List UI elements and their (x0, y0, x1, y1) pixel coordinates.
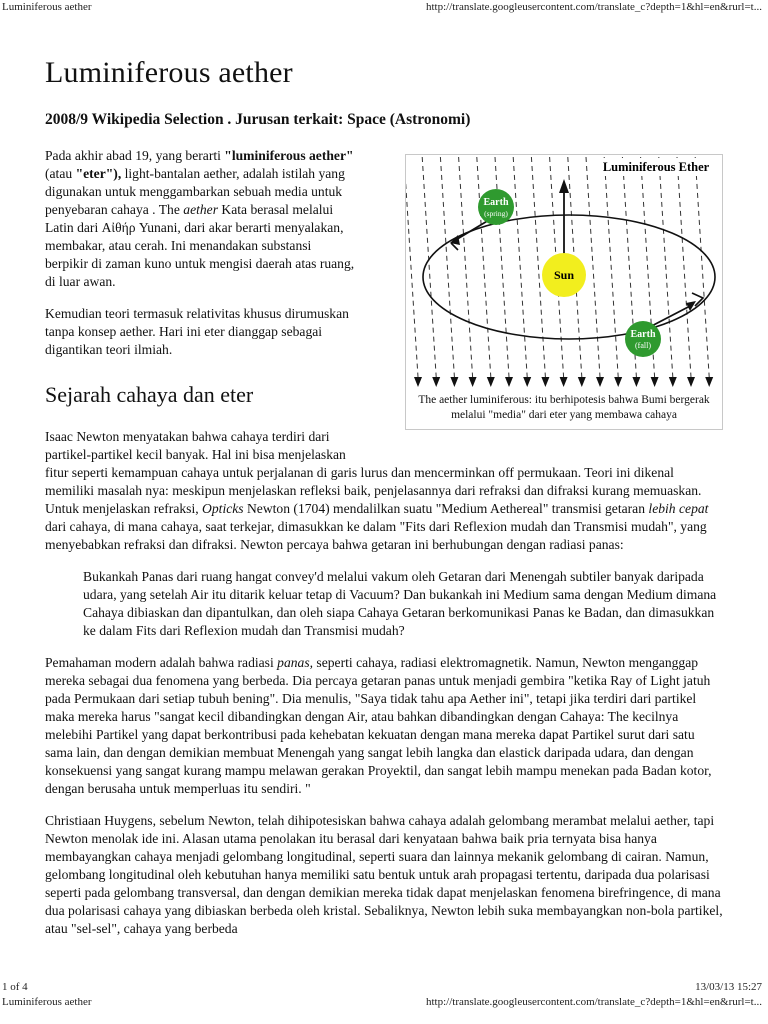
aether-flow-arrowhead (669, 377, 677, 387)
intro-paragraph (45, 147, 355, 291)
aether-flow-arrowhead (450, 377, 458, 387)
aether-flow-line (586, 157, 600, 377)
text-run: dari cahaya, di mana cahaya, saat terkejar, dimasukkan ke dalam "Fits dari Reflexion mudah dan Transmisi mudah", yang menyebabkan refraksi dan difraksi. Newton percaya bahwa getaran ini berhubungan dengan radiasi panas: (45, 519, 707, 552)
figure-caption: The aether luminiferous: itu berhipotesis bahwa Bumi bergerak melalui "media" dari eter yang membawa cahaya (418, 394, 710, 421)
aether-flow-arrowhead (687, 377, 695, 387)
term-bold: "luminiferous aether" (224, 148, 354, 163)
earth-spring-sublabel: (spring) (484, 209, 508, 218)
article-content (45, 0, 725, 995)
second-paragraph: Kemudian teori termasuk relativitas khusus dirumuskan tanpa konsep aether. Hari ini eter dianggap sebagai digantikan teori ilmiah. (45, 306, 349, 357)
text-run: seperti cahaya, radiasi elektromagnetik. Namun, Newton menganggap mereka sebagai dua fenomena yang berbeda. Dia percaya getaran panas untuk menjadi gembira "ketika Ray of Light jatuh pada Permukaan dari setiap tubuh bening". Dia menulis, "Saya tidak tahu apa Aether ini", tetapi jika terdiri dari partikel maka mereka harus "sangat kecil dibandingkan dengan Air, atau bahkan dibandingkan dengan Cahaya: The kecilnya melebihi Partikel yang dapat berkontribusi pada kehebatan kekuatan dengan mana mereka dapat Partikel surut dari satu sama lain, dan dengan demikian membuat Menengah yang sangat lebih langka dan elastick daripada udara, dan dengan konsekuensi yang sangat kurang mampu melawan gerakan Proyektil, dan sangat lebih mampu menekan pada Badan kotor, dengan berusaha untuk memperluas itu sendiri. " (45, 655, 712, 796)
aether-figure (405, 154, 723, 430)
text-run: light-bantalan aether, adalah istilah yang digunakan untuk menggambarkan sebuah media untuk penyebaran cahaya . The (45, 166, 345, 217)
text-run: Kata berasal melalui Latin dari Αἰθήρ Yunani, dari akar berarti menyalakan, membakar, atau cerah. Ini menandakan substansi berpikir di zaman kuno untuk mengisi daerah atas ruang, di luar awan. (45, 202, 355, 289)
text-run: Pemahaman modern adalah bahwa radiasi (45, 655, 278, 670)
modern-understanding-paragraph (45, 654, 725, 798)
print-header (0, 0, 768, 14)
print-date: 13/03/13 15:27 (695, 981, 762, 993)
aether-flow-arrowhead (651, 377, 659, 387)
aether-flow-line (459, 157, 473, 377)
next-page-header (0, 995, 768, 1009)
aether-flow-arrowhead (523, 377, 531, 387)
aether-flow-arrowhead (614, 377, 622, 387)
aether-flow-arrowhead (469, 377, 477, 387)
page-number: 1 of 4 (2, 981, 28, 993)
emphasis: lebih cepat (648, 501, 709, 516)
history-section (45, 428, 725, 952)
sun-label: Sun (553, 268, 575, 282)
aether-flow-line (513, 157, 527, 377)
emphasis: panas, (277, 655, 314, 670)
aether-flow-arrowhead (560, 377, 568, 387)
next-header-url: http://translate.googleusercontent.com/translate_c?depth=1&hl=en&rurl=t... (426, 996, 762, 1008)
newton-quote: Bukankah Panas dari ruang hangat convey'd melalui vakum oleh Getaran dari Menengah subtiler banyak daripada udara, yang setelah Air itu ditarik keluar tetap di Vacuum? Dan bukankah ini Medium sama dengan Medium dimana Cahaya dibiaskan dan dipantulkan, dan oleh siapa Cahaya Getaran berkomunikasi Panas ke Badan, dan dimasukkan ke dalam Fits dari Reflexion mudah dan Transmisi mudah? (83, 569, 717, 638)
page-subtitle: 2008/9 Wikipedia Selection . Jurusan terkait: Space (Astronomi) (45, 111, 471, 128)
aether-flow-arrowhead (578, 377, 586, 387)
aether-flow-line (604, 157, 618, 377)
page-title: Luminiferous aether (45, 56, 293, 89)
header-title: Luminiferous aether (2, 1, 92, 13)
aether-flow-arrowhead (596, 377, 604, 387)
earth-fall-label: Earth (630, 329, 656, 340)
aether-flow-arrowhead (632, 377, 640, 387)
text-run: (atau (45, 166, 76, 181)
text-run: Pada akhir abad 19, yang berarti (45, 148, 225, 163)
figure-title: Luminiferous Ether (602, 160, 710, 174)
aether-flow-line (406, 157, 418, 377)
text-run: Newton (1704) mendalilkan suatu "Medium Aethereal" transmisi getaran (243, 501, 649, 516)
aether-flow-arrowhead (705, 377, 713, 387)
huygens-paragraph: Christiaan Huygens, sebelum Newton, telah dihipotesiskan bahwa cahaya adalah gelombang merambat melalui aether, tapi Newton menolak ide ini. Alasan utama penolakan itu berasal dari kenyataan bahwa baik pria ternyata bisa hanya membayangkan cahaya menjadi gelombang longitudinal, seperti suara dan lainnya mekanik gelombang di cairan. Namun, gelombang longitudinal oleh kebutuhan hanya memiliki satu bentuk untuk arah propagasi tertentu, daripada dua polarisasi seperti pada gelombang transversal, dan dengan demikian mereka tidak dapat menjelaskan fenomena birefringence, di mana dua polarisasi cahaya yang dibiaskan berbeda oleh kristal. Sebaliknya, Newton lebih suka membayangkan non-bola partikel, atau "sel-sel", cahaya yang berbeda (45, 813, 723, 936)
text-run: fitur seperti kemampuan cahaya untuk perjalanan di garis lurus dan mencerminkan off permukaan. Teori ini dikenal memiliki masalah nya: meskipun menjelaskan refleksi baik, penjelasannya dari refraksi dan difraksi kurang memuaskan. Untuk menjelaskan refraksi, (45, 465, 702, 516)
earth-spring-label: Earth (483, 197, 509, 208)
aether-flow-line (477, 157, 491, 377)
aether-flow-line (440, 157, 454, 377)
header-url: http://translate.googleusercontent.com/translate_c?depth=1&hl=en&rurl=t... (426, 1, 762, 13)
aether-diagram (406, 155, 722, 391)
newton-paragraph-start: Isaac Newton menyatakan bahwa cahaya terdiri dari partikel-partikel kecil banyak. Hal ini bisa menjelaskan (45, 429, 346, 462)
aether-flow-arrowhead (487, 377, 495, 387)
book-title: Opticks (202, 501, 244, 516)
newton-paragraph-cont (45, 464, 725, 554)
aether-flow-line (659, 157, 673, 377)
earth-fall-sublabel: (fall) (635, 341, 651, 350)
term-italic: aether (183, 202, 218, 217)
section-heading: Sejarah cahaya dan eter (45, 382, 254, 407)
aether-flow-line (531, 157, 545, 377)
aether-flow-arrowhead (505, 377, 513, 387)
aether-flow-arrowhead (541, 377, 549, 387)
aether-flow-line (677, 157, 691, 377)
aether-flow-arrowhead (414, 377, 422, 387)
term-bold: "eter"), (75, 166, 122, 181)
sun-vector-head (559, 179, 569, 193)
print-footer (0, 980, 768, 994)
intro-section (45, 147, 355, 373)
next-header-title: Luminiferous aether (2, 996, 92, 1008)
aether-flow-line (695, 157, 709, 377)
aether-flow-arrowhead (432, 377, 440, 387)
